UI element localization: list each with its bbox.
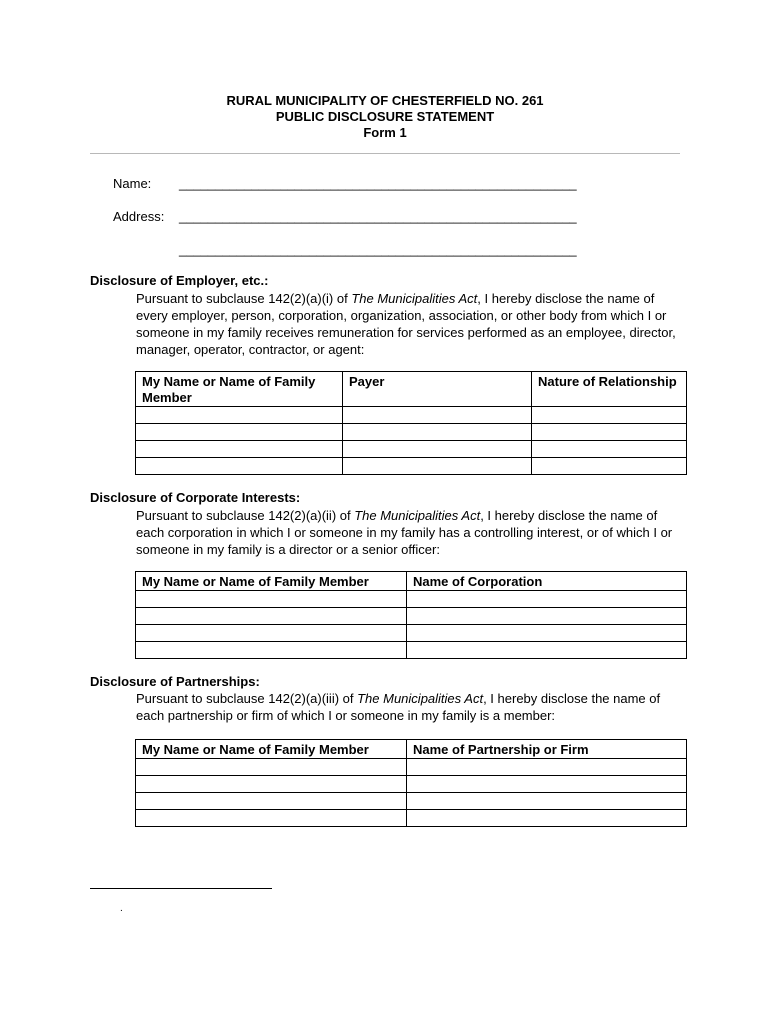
table-row[interactable] [136,642,687,659]
name-label: Name: [113,176,152,191]
corporate-heading: Disclosure of Corporate Interests: [90,490,301,505]
col-family-member: My Name or Name of Family Member [136,740,407,759]
table-row[interactable] [136,776,687,793]
table-row[interactable] [136,458,687,475]
act-name: The Municipalities Act [357,691,484,706]
partnership-table [135,739,687,827]
table-row[interactable] [136,793,687,810]
table-row[interactable] [136,759,687,776]
address-field-line-2[interactable]: _______________________________________________________ [179,242,577,257]
col-name-of-corporation: Name of Corporation [407,572,687,591]
table-row[interactable] [136,441,687,458]
municipality-title: RURAL MUNICIPALITY OF CHESTERFIELD NO. 261 [226,93,544,108]
footnote-marker: . [120,903,123,914]
header-divider [90,153,680,154]
employer-text: Pursuant to subclause 142(2)(a)(i) of The Municipalities Act, I hereby disclose the name of every employer, person, corporation, organization, association, or other body from which I or someone in my family receives remuneration for services performed as an employee, director, manager, operator, contractor, or agent: [136,291,676,357]
form-number: Form 1 [363,125,407,140]
employer-table [135,371,687,475]
employer-heading: Disclosure of Employer, etc.: [90,273,269,288]
col-nature-of-relationship: Nature of Relationship [532,372,687,407]
corporate-table [135,571,687,659]
table-row[interactable] [136,424,687,441]
address-field-line-1[interactable]: _______________________________________________________ [179,209,577,224]
partnership-text: Pursuant to subclause 142(2)(a)(iii) of The Municipalities Act, I hereby disclose the name of each partnership or firm of which I or someone in my family is a member: [136,691,661,723]
table-row[interactable] [136,625,687,642]
partnership-heading: Disclosure of Partnerships: [90,674,260,689]
table-row[interactable] [136,591,687,608]
act-name: The Municipalities Act [354,508,481,523]
col-name-of-partnership: Name of Partnership or Firm [407,740,687,759]
address-label: Address: [113,209,165,224]
table-row[interactable] [136,810,687,827]
table-row[interactable] [136,608,687,625]
document-header [0,93,770,141]
col-payer: Payer [343,372,532,407]
footnote-separator [90,888,272,889]
corporate-text: Pursuant to subclause 142(2)(a)(ii) of The Municipalities Act, I hereby disclose the name of each corporation in which I or someone in my family has a controlling interest, or of which I or someone in my family is a director or a senior officer: [136,508,673,557]
name-field[interactable]: _______________________________________________________ [179,176,577,191]
statement-title: PUBLIC DISCLOSURE STATEMENT [275,109,495,124]
col-family-member: My Name or Name of Family Member [136,372,343,407]
col-family-member: My Name or Name of Family Member [136,572,407,591]
table-row[interactable] [136,407,687,424]
act-name: The Municipalities Act [351,291,478,306]
